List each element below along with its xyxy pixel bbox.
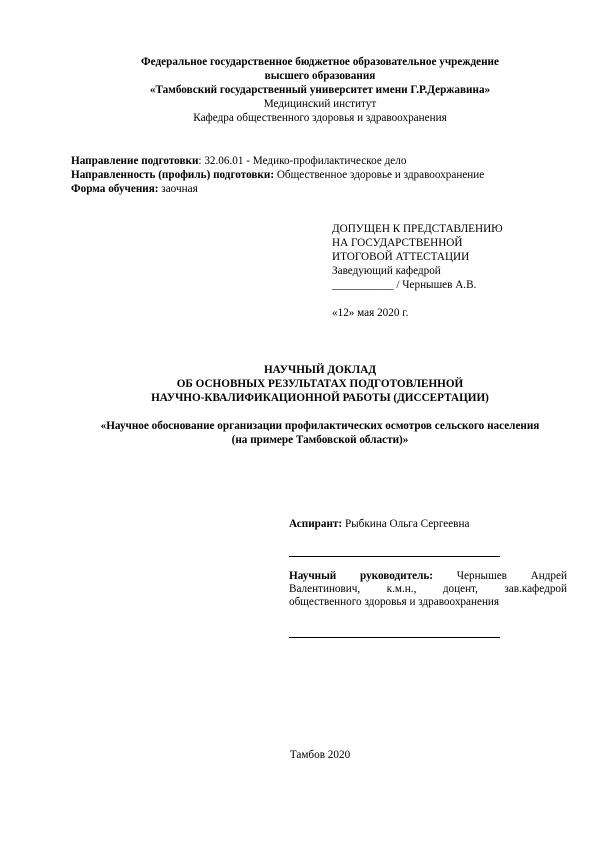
aspirant-row [289,518,469,531]
department-name: Кафедра общественного здоровья и здравоохранения [193,112,447,124]
topic-line-1: «Научное обоснование организации профилактических осмотров сельского населения [100,420,540,432]
profile-row [71,169,484,182]
institution-type: Федеральное государственное бюджетное образовательное учреждение [141,56,499,68]
supervisor-block [289,570,567,609]
approval-line-1: ДОПУЩЕН К ПРЕДСТАВЛЕНИЮ [332,223,503,235]
head-of-department: Заведующий кафедрой [332,265,441,277]
supervisor-value: Чернышев Андрей Валентинович, к.м.н., доцент, зав.кафедрой общественного здоровья и здравоохранения [289,570,567,608]
institute-name: Медицинский институт [263,98,377,110]
approval-line-2: НА ГОСУДАРСТВЕННОЙ [332,237,463,249]
study-form-row [71,183,198,196]
direction-label: Направление подготовки [71,155,199,167]
topic-line-2: (на примере Тамбовской области)» [231,434,409,446]
head-signature: ___________ / Чернышев А.В. [332,279,477,291]
direction-value: : 32.06.01 - Медико-профилактическое дело [198,155,407,167]
report-title-3: НАУЧНО-КВАЛИФИКАЦИОННОЙ РАБОТЫ (ДИССЕРТАЦИИ) [151,392,489,404]
report-title-2: ОБ ОСНОВНЫХ РЕЗУЛЬТАТАХ ПОДГОТОВЛЕННОЙ [176,378,464,390]
approval-line-3: ИТОГОВОЙ АТТЕСТАЦИИ [332,251,470,263]
profile-label: Направленность (профиль) подготовки: [71,169,275,181]
aspirant-name: Рыбкина Ольга Сергеевна [342,518,470,530]
supervisor-signature-line [289,637,500,638]
direction-row [71,155,406,168]
study-form-label: Форма обучения: [71,183,159,195]
aspirant-signature-line [289,556,500,557]
supervisor-label: Научный руководитель: [289,570,433,582]
study-form-value: заочная [158,183,198,195]
approval-date: «12» мая 2020 г. [332,307,409,319]
education-level: высшего образования [264,70,376,82]
university-name: «Тамбовский государственный университет имени Г.Р.Державина» [149,84,491,96]
aspirant-label: Аспирант: [289,518,343,530]
city-year: Тамбов 2020 [289,749,351,761]
report-title-1: НАУЧНЫЙ ДОКЛАД [263,364,377,376]
profile-value: Общественное здоровье и здравоохранение [274,169,485,181]
